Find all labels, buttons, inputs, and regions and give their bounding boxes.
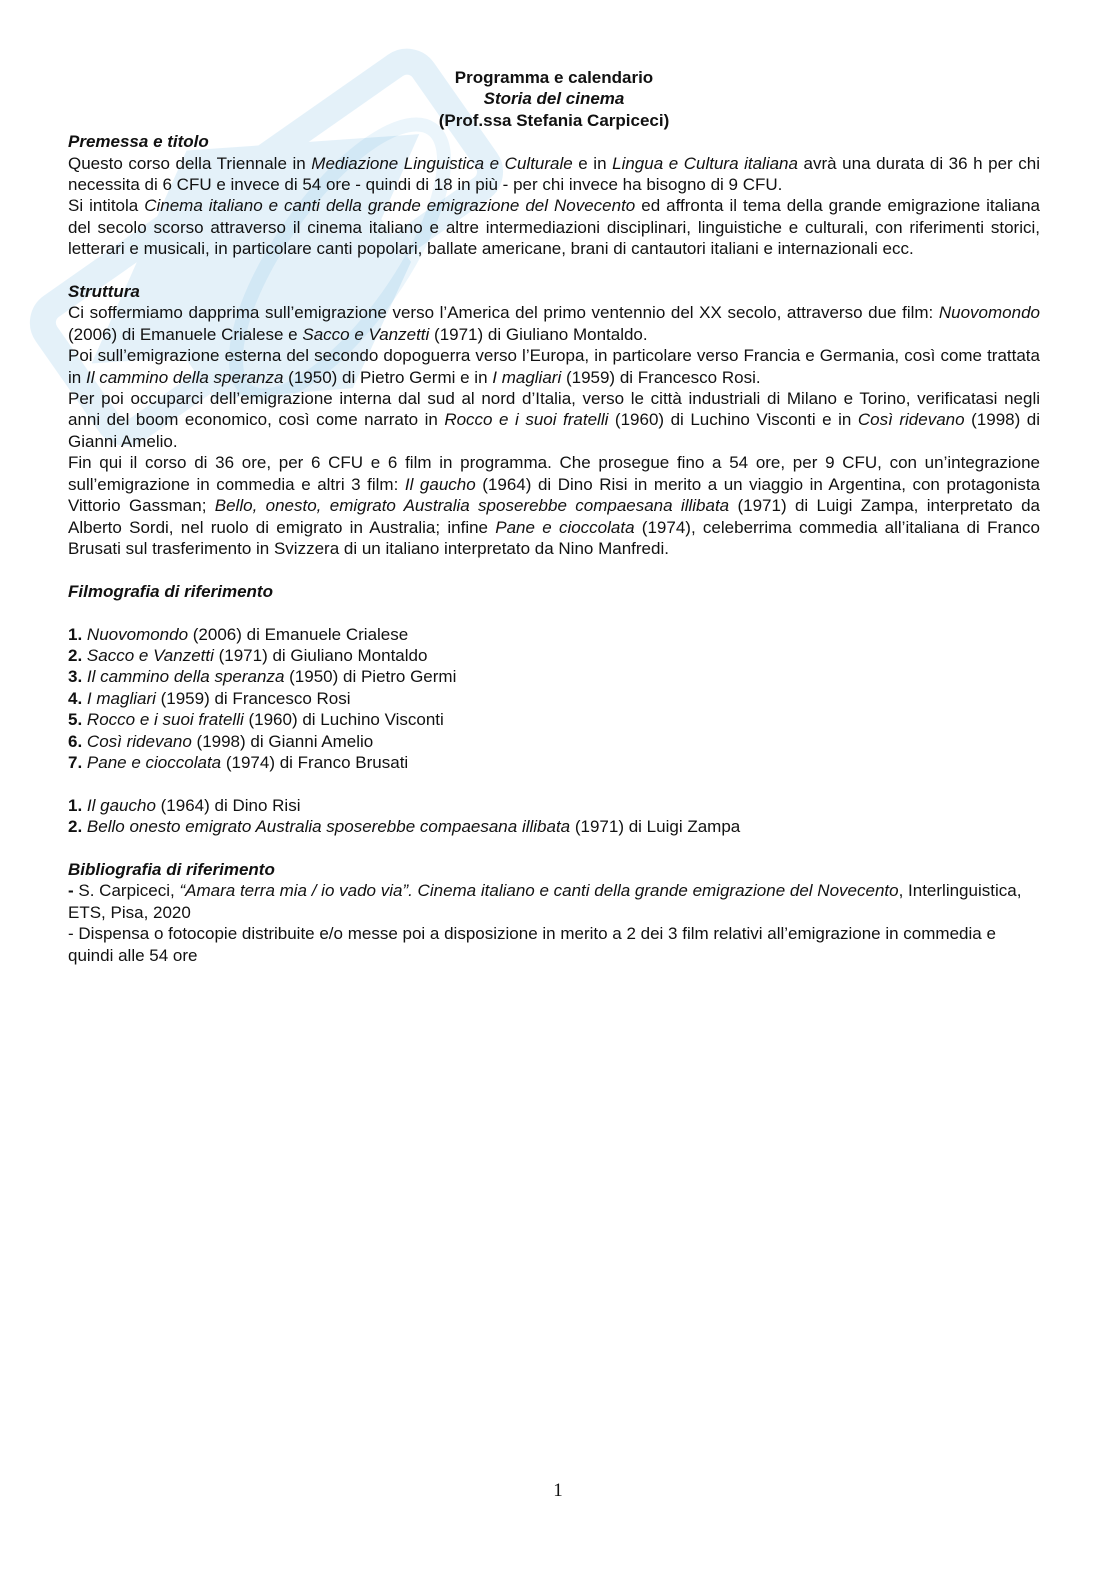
film-list-item: 7. Pane e cioccolata (1974) di Franco Brusati (68, 752, 409, 772)
film-list-item: 4. I magliari (1959) di Francesco Rosi (68, 688, 351, 708)
film-list-item: 3. Il cammino della speranza (1950) di Pietro Germi (68, 667, 457, 687)
struttura-paragraph-3: Per poi occuparci dell’emigrazione interna dal sud al nord d’Italia, verso le città industriali di Milano e Torino, verificatasi negli anni del boom economico, così come narrato in Rocco e i suoi fratelli (1960) di Luchino Visconti e in Così ridevano (1998) di Gianni Amelio. (68, 389, 1041, 451)
section-title-filmografia: Filmografia di riferimento (68, 581, 273, 601)
document-content (68, 67, 1040, 966)
header-professor: (Prof.ssa Stefania Carpiceci) (438, 110, 670, 130)
film-list-item: 5. Rocco e i suoi fratelli (1960) di Luchino Visconti (68, 710, 444, 730)
section-title-struttura: Struttura (68, 282, 140, 302)
page-number: 1 (553, 1480, 563, 1501)
film-list-item: 6. Così ridevano (1998) di Gianni Amelio (68, 731, 374, 751)
film-list-item: 1. Nuovomondo (2006) di Emanuele Crialese (68, 624, 409, 644)
premessa-paragraph-1: Questo corso della Triennale in Mediazione Linguistica e Culturale e in Lingua e Cultura italiana avrà una durata di 36 h per chi necessita di 6 CFU e invece di 54 ore - quindi di 18 in più - per chi invece ha bisogno di 9 CFU. (68, 153, 1041, 195)
struttura-paragraph-2: Poi sull’emigrazione esterna del secondo dopoguerra verso l’Europa, in particolare verso Francia e Germania, così come trattata in Il cammino della speranza (1950) di Pietro Germi e in I magliari (1959) di Francesco Rosi. (68, 346, 1040, 387)
section-title-premessa: Premessa e titolo (68, 132, 209, 152)
film-list-item: 2. Sacco e Vanzetti (1971) di Giuliano Montaldo (68, 645, 428, 665)
film-list-main (68, 624, 1040, 774)
struttura-paragraph-1: Ci soffermiamo dapprima sull’emigrazione verso l’America del primo ventennio del XX secolo, attraverso due film: Nuovomondo (2006) di Emanuele Crialese e Sacco e Vanzetti (1971) di Giuliano Montaldo. (68, 303, 1040, 344)
section-title-bibliografia: Bibliografia di riferimento (68, 859, 275, 879)
struttura-paragraph-4: Fin qui il corso di 36 ore, per 6 CFU e 6 film in programma. Che prosegue fino a 54 ore, per 9 CFU, con un’integrazione sull’emigrazione in commedia e altri 3 film: Il gaucho (1964) di Dino Risi in merito a un viaggio in Argentina, con protagonista Vittorio Gassman; Bello, onesto, emigrato Australia sposerebbe compaesana illibata (1971) di Luigi Zampa, interpretato da Alberto Sordi, nel ruolo di emigrato in Australia; infine Pane e cioccolata (1974), celeberrima commedia all’italiana di Franco Brusati sul trasferimento in Svizzera di un italiano interpretato da Nino Manfredi. (68, 453, 1041, 558)
bibliography-item: - Dispensa o fotocopie distribuite e/o messe poi a disposizione in merito a 2 dei 3 film relativi all’emigrazione in commedia e quindi alle 54 ore (68, 924, 996, 965)
bibliography-item: - S. Carpiceci, “Amara terra mia / io vado via”. Cinema italiano e canti della grande emigrazione del Novecento, Interlinguistica, ETS, Pisa, 2020 (68, 881, 1022, 922)
header-course: Storia del cinema (483, 89, 625, 109)
film-list-item: 1. Il gaucho (1964) di Dino Risi (68, 795, 301, 815)
premessa-paragraph-2: Si intitola Cinema italiano e canti della grande emigrazione del Novecento ed affronta il tema della grande emigrazione italiana del secolo scorso attraverso il cinema italiano e altre intermediazioni disciplinari, linguistiche e culturali, con riferimenti storici, letterari e musicali, in particolare canti popolari, ballate americane, brani di cantautori italiani e internazionali ecc. (68, 196, 1041, 259)
film-list-extra (68, 795, 1040, 838)
film-list-item: 2. Bello onesto emigrato Australia sposerebbe compaesana illibata (1971) di Luigi Zampa (68, 817, 741, 837)
document-header (68, 67, 1040, 131)
header-title: Programma e calendario (454, 68, 654, 87)
